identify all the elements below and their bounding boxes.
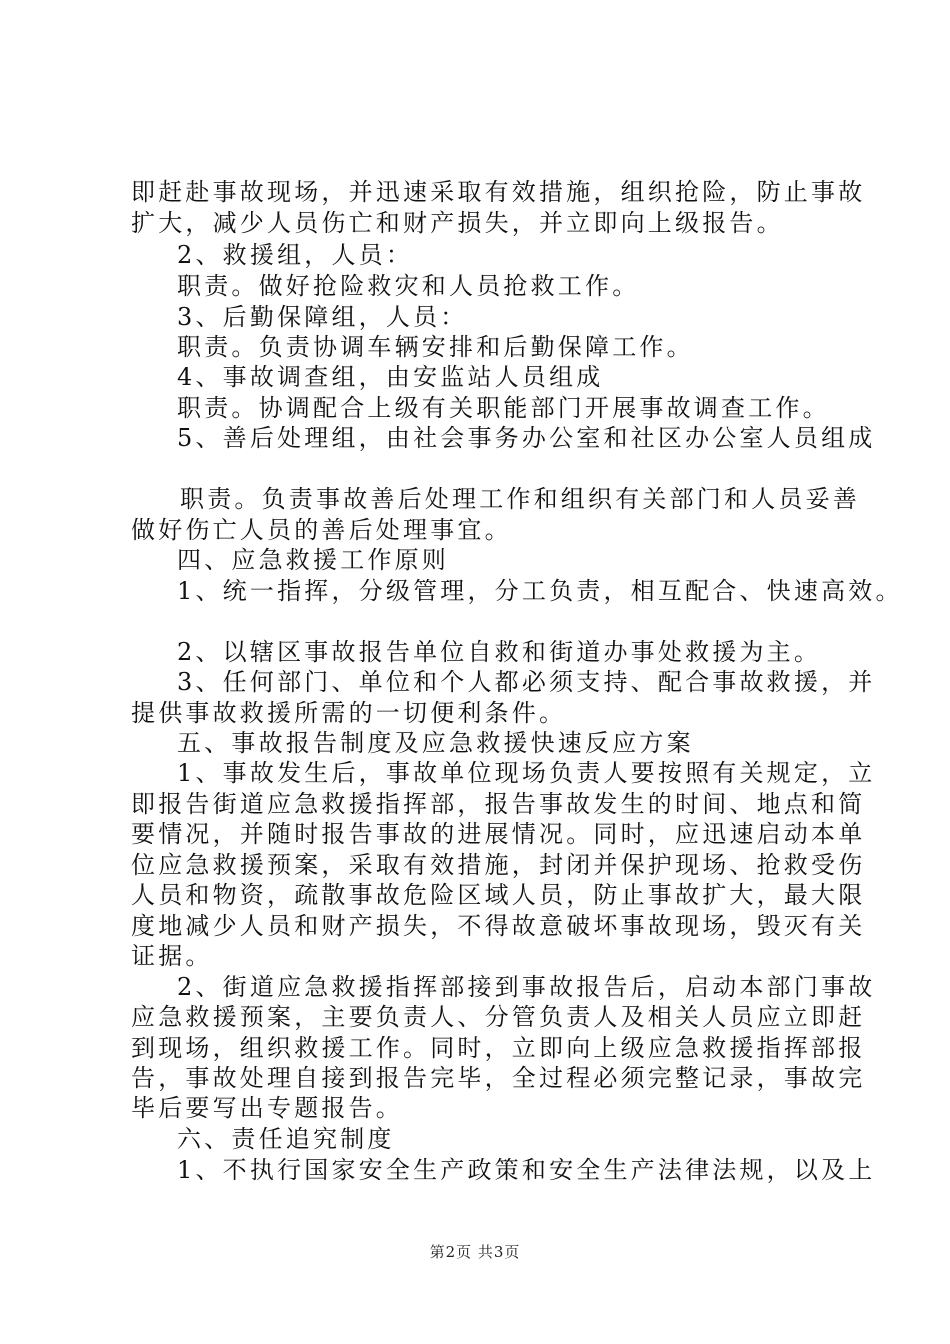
- text-line: 职责。负责事故善后处理工作和组织有关部门和人员妥善: [180, 485, 860, 513]
- text-line: 2、街道应急救援指挥部接到事故报告后，启动本部门事故: [177, 973, 876, 1001]
- text-line: 即报告街道应急救援指挥部，报告事故发生的时间、地点和简: [131, 790, 866, 818]
- text-line: 毕后要写出专题报告。: [131, 1094, 403, 1122]
- section-heading: 六、责任追究制度: [177, 1125, 395, 1153]
- text-line: 3、任何部门、单位和个人都必须支持、配合事故救援，并: [177, 668, 876, 696]
- section-heading: 五、事故报告制度及应急救援快速反应方案: [177, 729, 694, 757]
- text-line: 应急救援预案，主要负责人、分管负责人及相关人员应立即赶: [131, 1003, 866, 1031]
- text-line: 到现场，组织救援工作。同时，立即向上级应急救援指挥部报: [131, 1034, 866, 1062]
- text-line: 4、事故调查组，由安监站人员组成: [177, 363, 604, 391]
- text-line: 2、救援组，人员：: [177, 241, 414, 269]
- text-line: 1、统一指挥，分级管理，分工负责，相互配合、快速高效。: [177, 577, 903, 605]
- text-line: 要情况，并随时报告事故的进展情况。同时，应迅速启动本单: [131, 820, 866, 848]
- text-line: 提供事故救援所需的一切便利条件。: [131, 699, 567, 727]
- text-line: 职责。协调配合上级有关职能部门开展事故调查工作。: [177, 394, 830, 422]
- section-heading: 四、应急救援工作原则: [177, 546, 449, 574]
- text-line: 做好伤亡人员的善后处理事宜。: [131, 516, 512, 544]
- text-line: 职责。做好抢险救灾和人员抢救工作。: [177, 272, 640, 300]
- text-line: 人员和物资，疏散事故危险区域人员，防止事故扩大，最大限: [131, 881, 866, 909]
- page-footer: 第2页 共3页: [429, 1243, 521, 1261]
- text-line: 度地减少人员和财产损失，不得故意破坏事故现场，毁灭有关: [131, 912, 866, 940]
- text-line: 3、后勤保障组，人员：: [177, 303, 468, 331]
- text-line: 1、事故发生后，事故单位现场负责人要按照有关规定，立: [177, 759, 876, 787]
- text-line: 1、不执行国家安全生产政策和安全生产法律法规，以及上: [177, 1156, 876, 1184]
- text-line: 扩大，减少人员伤亡和财产损失，并立即向上级报告。: [131, 209, 784, 237]
- text-line: 告，事故处理自接到报告完毕，全过程必须完整记录，事故完: [131, 1064, 866, 1092]
- text-line: 位应急救援预案，采取有效措施，封闭并保护现场、抢救受伤: [131, 851, 866, 879]
- text-line: 即赶赴事故现场，并迅速采取有效措施，组织抢险，防止事故: [131, 178, 866, 206]
- text-line: 职责。负责协调车辆安排和后勤保障工作。: [177, 333, 694, 361]
- text-line: 2、以辖区事故报告单位自救和街道办事处救援为主。: [177, 638, 822, 666]
- text-line: 5、善后处理组，由社会事务办公室和社区办公室人员组成: [177, 424, 876, 452]
- text-line: 证据。: [131, 942, 213, 970]
